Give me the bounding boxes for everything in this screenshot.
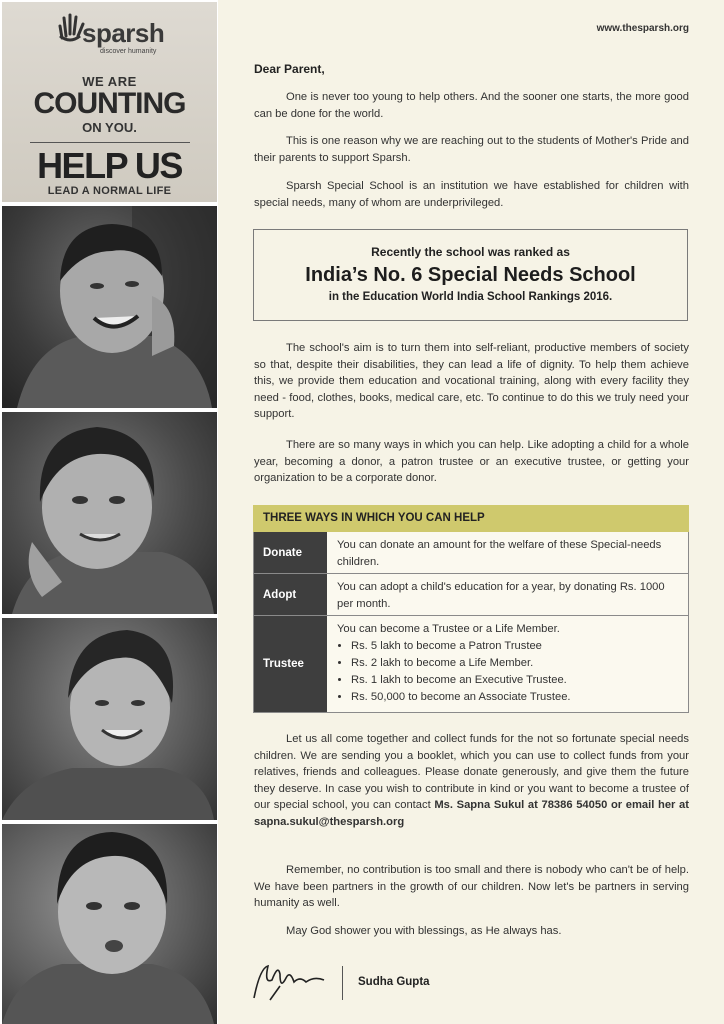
paragraph-blessings: May God shower you with blessings, as He always has. <box>286 925 562 937</box>
ways-table-heading: THREE WAYS IN WHICH YOU CAN HELP <box>253 505 689 532</box>
counting-text: COUNTING <box>33 87 186 120</box>
letter-body <box>218 0 724 1024</box>
donate-description: You can donate an amount for the welfare of these Special-needs children. <box>337 539 662 568</box>
child-photo-1 <box>2 206 217 408</box>
trustee-options-list <box>337 638 678 706</box>
child-photo-3 <box>2 618 217 820</box>
trustee-option: • Rs. 1 lakh to become an Executive Trustee. <box>351 672 678 689</box>
salutation: Dear Parent, <box>254 62 325 76</box>
we-are-text: WE ARE <box>82 74 137 89</box>
banner-divider <box>30 142 190 143</box>
trustee-description <box>327 616 688 712</box>
trustee-label: Trustee <box>254 616 327 712</box>
ranking-line-3: in the Education World India School Rankings 2016. <box>328 291 613 303</box>
left-sidebar <box>0 0 218 1024</box>
lead-text: LEAD A NORMAL LIFE <box>47 185 172 197</box>
paragraph-reach-out: This is one reason why we are reaching out to the students of Mother's Pride and their parents to support Sparsh. <box>254 135 689 164</box>
paragraph-ways-to-help: There are so many ways in which you can help. Like adopting a child for a whole year, becoming a donor, a patron trustee or an executive trustee, or getting your organization to be a corporate donor. <box>254 439 689 484</box>
trustee-option: • Rs. 50,000 to become an Associate Trustee. <box>351 689 678 706</box>
adopt-description: You can adopt a child's education for a year, by donating Rs. 1000 per month. <box>337 581 665 610</box>
child-photo-4 <box>2 824 217 1024</box>
logo-tagline: discover humanity <box>100 48 157 55</box>
adopt-label: Adopt <box>254 574 327 615</box>
on-you-text: ON YOU. <box>82 120 137 135</box>
ranking-line-1: Recently the school was ranked as <box>371 245 570 259</box>
paragraph-institution: Sparsh Special School is an institution we have established for children with special needs, many of whom are underprivileged. <box>254 180 689 209</box>
booklet-text: Let us all come together and collect funds for the not so fortunate special needs children. We are sending you a booklet, which you can use to collect funds from your relatives, friends and colleagues. Please donate generously, and give them the future they deserve. In case you wish to contribute in kind or you want to become a trustee of our special school, you can contact <box>254 733 689 811</box>
donate-label: Donate <box>254 532 327 573</box>
logo-wordmark: sparsh <box>82 18 165 48</box>
trustee-option: • Rs. 5 lakh to become a Patron Trustee <box>351 638 678 655</box>
paragraph-school-aim: The school's aim is to turn them into self-reliant, productive members of society so that, despite their disabilities, they can lead a life of dignity. To help them achieve this, we provide them education and vocational training, along with every facility they need - food, clothes, books, medical care, etc. To continue to do this we truly need your support. <box>254 342 689 420</box>
ranking-callout <box>253 229 688 321</box>
ranking-headline: India’s No. 6 Special Needs School <box>305 264 636 286</box>
signature-image <box>250 960 330 1004</box>
help-us-text: HELP US <box>37 145 182 186</box>
paragraph-intro: One is never too young to help others. And the sooner one starts, the more good can be done for the world. <box>254 91 689 120</box>
trustee-option: • Rs. 2 lakh to become a Life Member. <box>351 655 678 672</box>
signer-name: Sudha Gupta <box>358 976 430 988</box>
sparsh-logo <box>2 12 217 55</box>
paragraph-partners: Remember, no contribution is too small and there is nobody who can't be of help. We have been partners in the growth of our children. Now let's be partners in serving humanity as well. <box>254 864 689 909</box>
ways-row-trustee <box>253 616 689 713</box>
contact-details[interactable]: Ms. Sapna Sukul at 78386 54050 or email her at sapna.sukul@thesparsh.org <box>254 799 689 828</box>
paragraph-booklet <box>254 731 689 830</box>
website-link[interactable]: www.thesparsh.org <box>596 23 689 34</box>
campaign-banner <box>2 2 217 202</box>
ways-to-help-table <box>253 505 689 713</box>
signature-divider <box>342 966 343 1000</box>
ways-row-adopt <box>253 574 689 616</box>
ways-row-donate <box>253 532 689 574</box>
child-photo-2 <box>2 412 217 614</box>
trustee-intro: You can become a Trustee or a Life Member. <box>337 623 560 635</box>
